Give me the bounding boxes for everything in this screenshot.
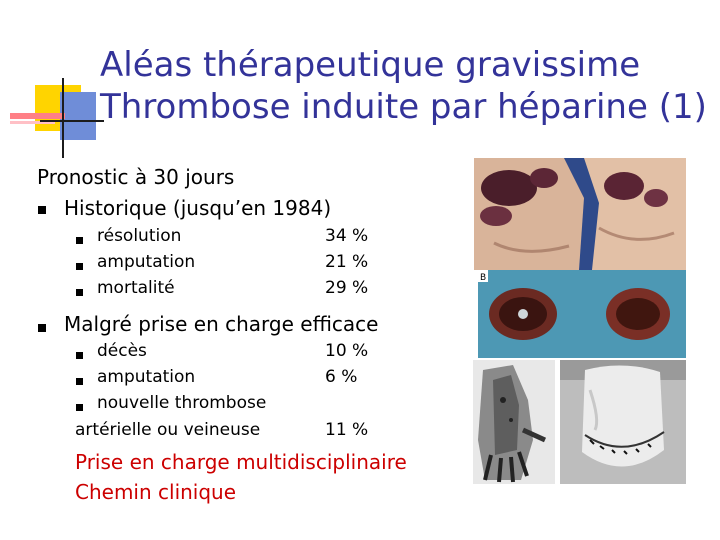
bullet-resolution: [76, 237, 83, 244]
treated-continuation: artérielle ou veineuse: [75, 420, 261, 440]
logo-horizontal-line: [40, 120, 104, 122]
bullet-treated: [38, 324, 46, 332]
treated-value-amputation: 6 %: [325, 367, 358, 387]
logo-blue-square: [60, 92, 96, 140]
treated-label: Malgré prise en charge efficace: [64, 312, 379, 336]
photo-necrotic-feet: [474, 158, 686, 270]
bullet-treated-amputation: [76, 378, 83, 385]
history-item-mortality: mortalité: [97, 278, 175, 298]
photo-hand: [473, 360, 555, 484]
history-label: Historique (jusqu’en 1984): [64, 196, 332, 220]
history-value-amputation: 21 %: [325, 252, 369, 272]
prognosis-heading: Pronostic à 30 jours: [37, 165, 235, 189]
treated-item-new-thrombosis: nouvelle thrombose: [97, 393, 267, 413]
title-line-2: Thrombose induite par héparine (1): [100, 87, 707, 127]
history-item-amputation: amputation: [97, 252, 196, 272]
bullet-new-thrombosis: [76, 404, 83, 411]
treated-value-continuation: 11 %: [325, 420, 369, 440]
history-value-resolution: 34 %: [325, 226, 369, 246]
slide-title: [100, 44, 707, 128]
treated-value-deaths: 10 %: [325, 341, 369, 361]
bullet-deaths: [76, 352, 83, 359]
bullet-amputation: [76, 263, 83, 270]
bullet-mortality: [76, 289, 83, 296]
history-value-mortality: 29 %: [325, 278, 369, 298]
history-item-resolution: résolution: [97, 226, 182, 246]
treated-item-amputation: amputation: [97, 367, 196, 387]
treated-item-deaths: décès: [97, 341, 147, 361]
title-line-1: Aléas thérapeutique gravissime: [100, 45, 641, 85]
conclusion-line-1: Prise en charge multidisciplinaire: [75, 450, 407, 474]
logo-red-bar: [10, 113, 65, 119]
photo-amputated-foot: [560, 360, 686, 484]
conclusion-line-2: Chemin clinique: [75, 480, 237, 504]
bullet-history: [38, 206, 46, 214]
logo-vertical-line: [62, 78, 64, 158]
photo-surgical-field: [478, 270, 686, 358]
photo-label-b: B: [480, 273, 487, 283]
